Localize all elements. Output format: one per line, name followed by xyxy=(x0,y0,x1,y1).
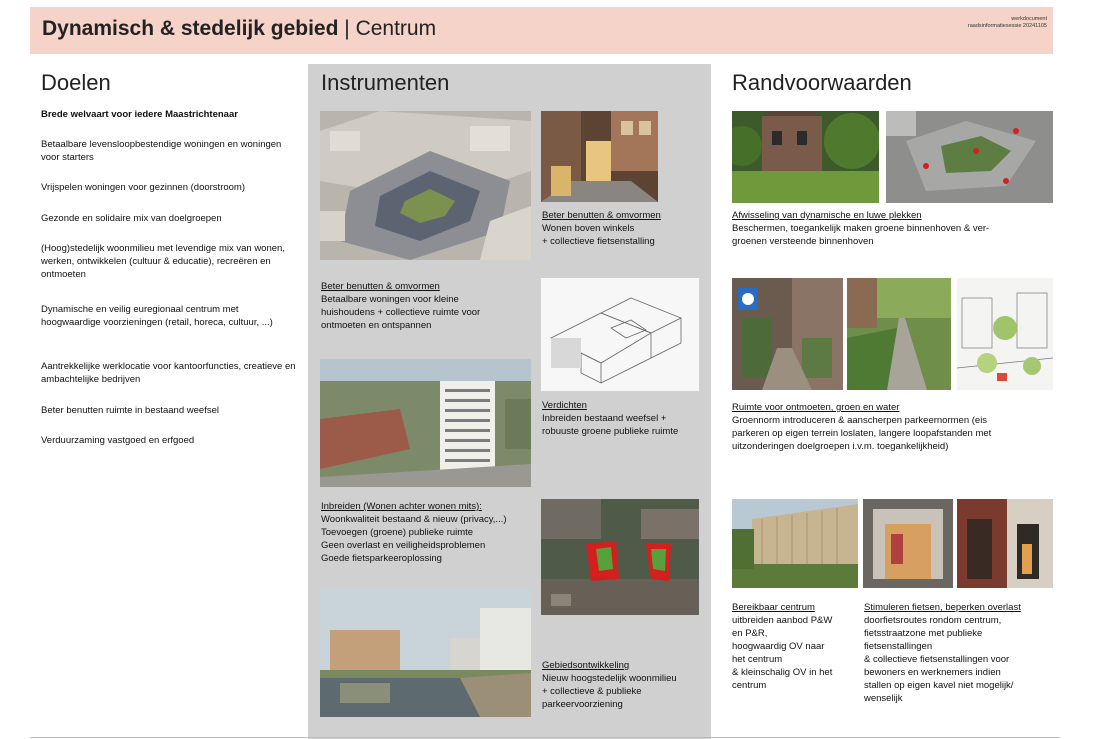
caption-line: en P&R, xyxy=(732,628,768,639)
goal-item: Beter benutten ruimte in bestaand weefsel xyxy=(41,405,219,416)
header-bar xyxy=(30,7,1053,54)
caption-line: Inbreiden bestaand weefsel + xyxy=(542,413,667,424)
caption-line: Betaalbare woningen voor kleine xyxy=(321,294,459,305)
caption-line: Geen overlast en veiligheidsproblemen xyxy=(321,540,486,551)
caption-line: centrum xyxy=(732,680,767,691)
caption-instrument-1 xyxy=(542,209,707,248)
caption-instrument-3 xyxy=(542,399,707,438)
caption-rand-4 xyxy=(864,601,1059,705)
caption-line: & kleinschalig OV in het xyxy=(732,667,833,678)
caption-line: + collectieve & publieke xyxy=(542,686,642,697)
caption-line: Woonkwaliteit bestaand & nieuw (privacy,...) xyxy=(321,514,507,525)
caption-line: Beschermen, toegankelijk maken groene binnenhoven & ver- xyxy=(732,223,990,234)
block-aerial-image xyxy=(886,111,1053,203)
title-bold: Dynamisch & stedelijk gebied xyxy=(42,17,339,40)
footer-divider xyxy=(30,737,1060,738)
caption-heading: Stimuleren fietsen, beperken overlast xyxy=(864,602,1021,613)
caption-line: & collectieve fietsenstallingen voor xyxy=(864,654,1010,665)
street-sign-image xyxy=(732,278,843,390)
aerial-map-image xyxy=(541,499,699,615)
caption-line: fietsenstallingen xyxy=(864,641,933,652)
caption-line: ontmoeten en ontspannen xyxy=(321,320,432,331)
sketch-drawing-image xyxy=(541,278,699,391)
goal-item: Aantrekkelijke werklocatie voor kantoorfuncties, creatieve en ambachtelijke bedrijven xyxy=(41,361,296,385)
caption-line: fietsstraatzone met publieke xyxy=(864,628,983,639)
title-sub: Centrum xyxy=(355,17,437,40)
caption-line: wenselijk xyxy=(864,693,903,704)
caption-rand-2 xyxy=(732,401,1052,453)
caption-line: groenen versteende binnenhoven xyxy=(732,236,874,247)
goal-item: (Hoog)stedelijk woonmilieu met levendige mix van wonen, werken, ontwikkelen (cultuur & educatie), recreëren en ontmoeten xyxy=(41,243,285,280)
caption-line: bewoners en werknemers indien xyxy=(864,667,1001,678)
caption-line: Groennorm introduceren & aanscherpen parkeernormen (eis xyxy=(732,415,988,426)
caption-rand-1 xyxy=(732,209,1052,248)
aerial-model-image xyxy=(320,111,531,260)
instrumenten-title: Instrumenten xyxy=(321,70,450,95)
goal-item: Betaalbare levensloopbestendige woningen en woningen voor starters xyxy=(41,139,282,163)
caption-line: hoogwaardig OV naar xyxy=(732,641,825,652)
document-meta xyxy=(968,16,1047,30)
goal-item: Gezonde en solidaire mix van doelgroepen xyxy=(41,213,222,224)
goal-item: Brede welvaart voor iedere Maastrichtenaar xyxy=(41,109,238,120)
page-title xyxy=(42,17,436,41)
caption-line: parkeren op eigen terrein loslaten, langere loopafstanden met xyxy=(732,428,992,439)
caption-line: Toevoegen (groene) publieke ruimte xyxy=(321,527,474,538)
caption-heading: Beter benutten & omvormen xyxy=(321,281,440,292)
caption-line: uitbreiden aanbod P&W xyxy=(732,615,833,626)
waterfront-image xyxy=(320,588,531,717)
shop-entrance-image xyxy=(957,499,1053,588)
goal-item: Verduurzaming vastgoed en erfgoed xyxy=(41,435,195,446)
caption-line: Nieuw hoogstedelijk woonmilieu xyxy=(542,673,677,684)
caption-rand-3 xyxy=(732,601,860,692)
garden-house-image xyxy=(732,111,879,203)
caption-line: huishoudens + collectieve ruimte voor xyxy=(321,307,481,318)
canal-path-image xyxy=(847,278,951,390)
caption-line: stallen op eigen kavel niet mogelijk/ xyxy=(864,680,1014,691)
randvoorwaarden-title: Randvoorwaarden xyxy=(732,70,912,95)
caption-instrument-4 xyxy=(321,500,546,565)
street-sketch-image xyxy=(957,278,1053,390)
title-separator: | xyxy=(338,17,356,40)
meta-line-2: raadsinformatiesessie 20241105 xyxy=(967,23,1047,29)
caption-line: uitzonderingen doelgroepen i.v.m. toegankelijkheid) xyxy=(732,441,949,452)
apartment-tower-image xyxy=(320,359,531,487)
caption-line: + collectieve fietsenstalling xyxy=(542,236,655,247)
caption-heading: Beter benutten & omvormen xyxy=(542,210,661,221)
caption-line: het centrum xyxy=(732,654,783,665)
caption-line: doorfietsroutes rondom centrum, xyxy=(864,615,1002,626)
caption-heading: Verdichten xyxy=(542,400,587,411)
caption-heading: Bereikbaar centrum xyxy=(732,602,815,613)
doelen-title: Doelen xyxy=(41,70,111,95)
meta-line-1: werkdocument xyxy=(1011,16,1047,22)
shopping-street-image xyxy=(541,111,658,202)
caption-line: Wonen boven winkels xyxy=(542,223,635,234)
caption-line: parkeervoorziening xyxy=(542,699,623,710)
parking-garage-image xyxy=(732,499,858,588)
goal-item: Vrijspelen woningen voor gezinnen (doorstroom) xyxy=(41,182,246,193)
goal-item: Dynamische en veilig euregionaal centrum met hoogwaardige voorzieningen (retail, horeca, cultuur, ...) xyxy=(41,304,273,328)
caption-heading: Gebiedsontwikkeling xyxy=(542,660,630,671)
caption-line: Goede fietsparkeeroplossing xyxy=(321,553,442,564)
caption-instrument-2 xyxy=(321,280,541,332)
caption-heading: Inbreiden (Wonen achter wonen mits): xyxy=(321,501,482,512)
caption-line: robuuste groene publieke ruimte xyxy=(542,426,679,437)
caption-heading: Ruimte voor ontmoeten, groen en water xyxy=(732,402,900,413)
bike-shop-image xyxy=(863,499,953,588)
caption-instrument-5 xyxy=(542,659,712,711)
caption-heading: Afwisseling van dynamische en luwe plekken xyxy=(732,210,922,221)
